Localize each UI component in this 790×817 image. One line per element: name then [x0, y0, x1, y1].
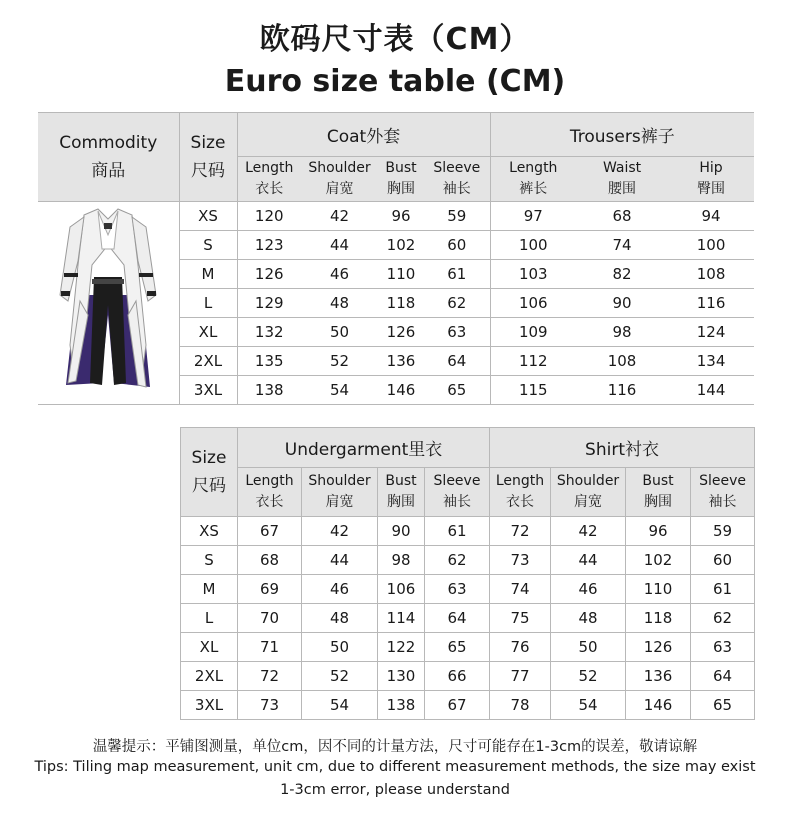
column-header: Bust 胸围: [378, 468, 425, 517]
column-header: Hip 臀围: [668, 157, 754, 202]
value-cell: 42: [301, 202, 378, 231]
value-cell: 115: [490, 376, 576, 405]
value-cell: 100: [490, 231, 576, 260]
value-cell: 109: [490, 318, 576, 347]
value-cell: 70: [238, 604, 302, 633]
size-cell: XL: [181, 633, 238, 662]
value-cell: 102: [378, 231, 424, 260]
column-header: Sleeve 袖长: [425, 468, 490, 517]
value-cell: 103: [490, 260, 576, 289]
value-cell: 68: [576, 202, 668, 231]
value-cell: 67: [425, 691, 490, 720]
value-cell: 63: [691, 633, 755, 662]
size-header: Size 尺码: [179, 113, 237, 202]
costume-illustration: [46, 205, 170, 395]
value-cell: 50: [551, 633, 626, 662]
value-cell: 74: [490, 575, 551, 604]
value-cell: 96: [378, 202, 424, 231]
value-cell: 138: [378, 691, 425, 720]
tips-en-line1: Tips: Tiling map measurement, unit cm, due to different measurement methods, the size may exist: [34, 759, 756, 775]
value-cell: 102: [626, 546, 691, 575]
column-header: Sleeve 袖长: [424, 157, 490, 202]
column-header: Length 裤长: [490, 157, 576, 202]
size-cell: 2XL: [181, 662, 238, 691]
value-cell: 106: [378, 575, 425, 604]
value-cell: 54: [301, 376, 378, 405]
value-cell: 82: [576, 260, 668, 289]
value-cell: 46: [301, 260, 378, 289]
table-row: [181, 662, 755, 691]
size-cell: L: [179, 289, 237, 318]
value-cell: 52: [301, 347, 378, 376]
value-cell: 69: [238, 575, 302, 604]
value-cell: 98: [576, 318, 668, 347]
value-cell: 63: [424, 318, 490, 347]
value-cell: 96: [626, 517, 691, 546]
size-cell: L: [181, 604, 238, 633]
value-cell: 48: [302, 604, 378, 633]
value-cell: 78: [490, 691, 551, 720]
column-header: Waist 腰围: [576, 157, 668, 202]
value-cell: 62: [424, 289, 490, 318]
value-cell: 64: [691, 662, 755, 691]
value-cell: 68: [238, 546, 302, 575]
value-cell: 126: [237, 260, 301, 289]
value-cell: 110: [378, 260, 424, 289]
value-cell: 138: [237, 376, 301, 405]
column-header: Sleeve 袖长: [691, 468, 755, 517]
column-header: Shoulder 肩宽: [301, 157, 378, 202]
value-cell: 146: [378, 376, 424, 405]
value-cell: 65: [691, 691, 755, 720]
value-cell: 110: [626, 575, 691, 604]
coat-group-header: Coat外套: [237, 113, 490, 157]
value-cell: 46: [551, 575, 626, 604]
value-cell: 73: [238, 691, 302, 720]
value-cell: 62: [425, 546, 490, 575]
value-cell: 50: [301, 318, 378, 347]
value-cell: 132: [237, 318, 301, 347]
value-cell: 122: [378, 633, 425, 662]
value-cell: 120: [237, 202, 301, 231]
value-cell: 97: [490, 202, 576, 231]
value-cell: 112: [490, 347, 576, 376]
value-cell: 42: [302, 517, 378, 546]
undergarment-group-header: Undergarment里衣: [238, 428, 490, 468]
value-cell: 77: [490, 662, 551, 691]
value-cell: 144: [668, 376, 754, 405]
value-cell: 50: [302, 633, 378, 662]
page-title-cn: 欧码尺寸表（CM）: [259, 22, 531, 57]
value-cell: 98: [378, 546, 425, 575]
column-header: Bust 胸围: [626, 468, 691, 517]
value-cell: 100: [668, 231, 754, 260]
value-cell: 61: [424, 260, 490, 289]
value-cell: 60: [691, 546, 755, 575]
value-cell: 48: [551, 604, 626, 633]
value-cell: 64: [425, 604, 490, 633]
value-cell: 116: [668, 289, 754, 318]
value-cell: 59: [691, 517, 755, 546]
column-header: Bust 胸围: [378, 157, 424, 202]
table-row: [181, 546, 755, 575]
value-cell: 136: [378, 347, 424, 376]
value-cell: 48: [301, 289, 378, 318]
value-cell: 66: [425, 662, 490, 691]
value-cell: 124: [668, 318, 754, 347]
value-cell: 134: [668, 347, 754, 376]
size-header-2: Size 尺码: [181, 428, 238, 517]
value-cell: 52: [551, 662, 626, 691]
value-cell: 94: [668, 202, 754, 231]
size-cell: M: [181, 575, 238, 604]
value-cell: 44: [551, 546, 626, 575]
value-cell: 67: [238, 517, 302, 546]
value-cell: 118: [378, 289, 424, 318]
value-cell: 75: [490, 604, 551, 633]
value-cell: 118: [626, 604, 691, 633]
value-cell: 64: [424, 347, 490, 376]
value-cell: 74: [576, 231, 668, 260]
value-cell: 62: [691, 604, 755, 633]
value-cell: 126: [378, 318, 424, 347]
value-cell: 129: [237, 289, 301, 318]
column-header: Length 衣长: [237, 157, 301, 202]
commodity-header: Commodity 商品: [38, 113, 179, 202]
value-cell: 114: [378, 604, 425, 633]
size-cell: XS: [179, 202, 237, 231]
trousers-group-header: Trousers裤子: [490, 113, 754, 157]
value-cell: 116: [576, 376, 668, 405]
size-cell: S: [181, 546, 238, 575]
value-cell: 108: [576, 347, 668, 376]
value-cell: 60: [424, 231, 490, 260]
table-row: [181, 517, 755, 546]
value-cell: 126: [626, 633, 691, 662]
size-cell: 3XL: [179, 376, 237, 405]
value-cell: 63: [425, 575, 490, 604]
value-cell: 72: [490, 517, 551, 546]
value-cell: 52: [302, 662, 378, 691]
value-cell: 54: [551, 691, 626, 720]
value-cell: 65: [424, 376, 490, 405]
undergarment-shirt-size-table: [180, 427, 755, 720]
value-cell: 76: [490, 633, 551, 662]
column-header: Length 衣长: [490, 468, 551, 517]
table-row: [181, 691, 755, 720]
value-cell: 73: [490, 546, 551, 575]
table-row: [181, 604, 755, 633]
page-title-en: Euro size table (CM): [224, 64, 566, 99]
value-cell: 54: [302, 691, 378, 720]
value-cell: 72: [238, 662, 302, 691]
column-header: Shoulder 肩宽: [551, 468, 626, 517]
value-cell: 90: [378, 517, 425, 546]
value-cell: 108: [668, 260, 754, 289]
shirt-group-header: Shirt衬衣: [490, 428, 755, 468]
column-header: Length 衣长: [238, 468, 302, 517]
value-cell: 59: [424, 202, 490, 231]
value-cell: 130: [378, 662, 425, 691]
value-cell: 135: [237, 347, 301, 376]
value-cell: 61: [691, 575, 755, 604]
size-cell: 3XL: [181, 691, 238, 720]
value-cell: 136: [626, 662, 691, 691]
size-cell: XL: [179, 318, 237, 347]
value-cell: 123: [237, 231, 301, 260]
tips-en-line2: 1-3cm error, please understand: [280, 782, 510, 798]
size-cell: S: [179, 231, 237, 260]
tips-cn: 温馨提示：平铺图测量，单位cm，因不同的计量方法，尺寸可能存在1-3cm的误差，敬请谅解: [92, 739, 698, 755]
table-row: [181, 633, 755, 662]
size-cell: 2XL: [179, 347, 237, 376]
size-cell: M: [179, 260, 237, 289]
column-header: Shoulder 肩宽: [302, 468, 378, 517]
table-row: [181, 575, 755, 604]
value-cell: 44: [301, 231, 378, 260]
value-cell: 44: [302, 546, 378, 575]
value-cell: 61: [425, 517, 490, 546]
value-cell: 146: [626, 691, 691, 720]
value-cell: 46: [302, 575, 378, 604]
value-cell: 65: [425, 633, 490, 662]
value-cell: 106: [490, 289, 576, 318]
size-cell: XS: [181, 517, 238, 546]
value-cell: 42: [551, 517, 626, 546]
value-cell: 90: [576, 289, 668, 318]
value-cell: 71: [238, 633, 302, 662]
